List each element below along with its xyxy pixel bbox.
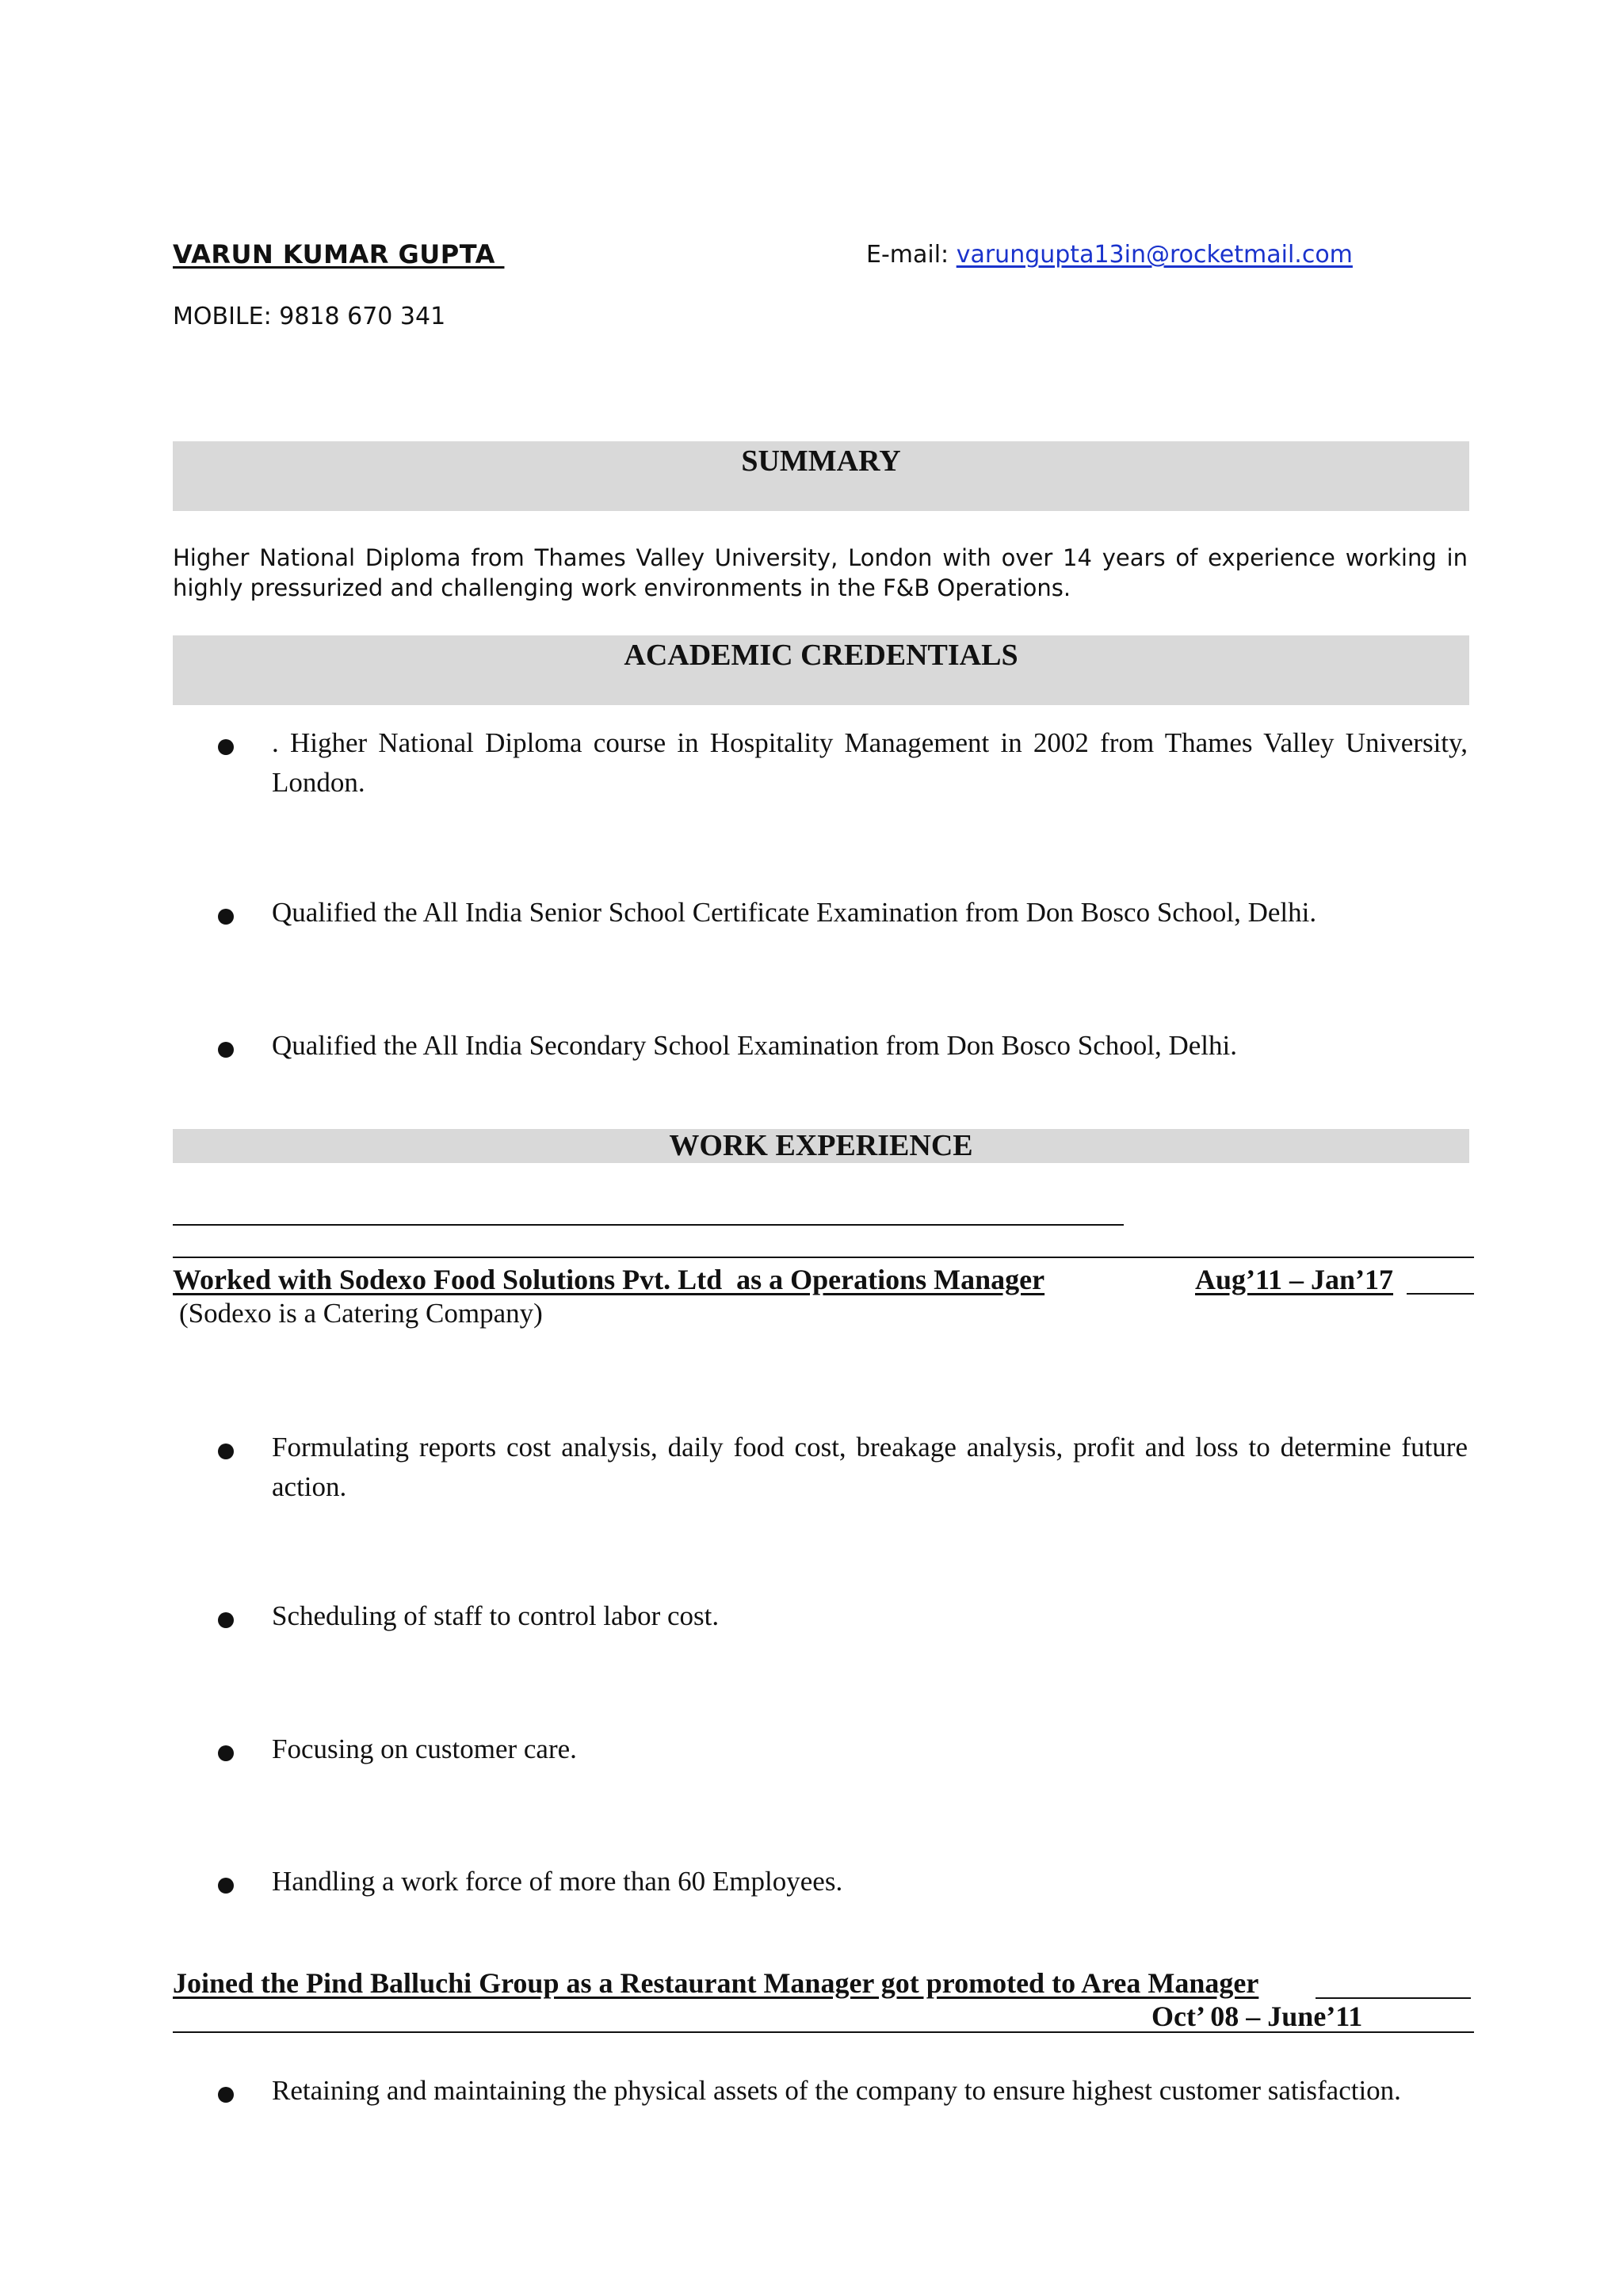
mobile-number: MOBILE: 9818 670 341 bbox=[173, 303, 446, 330]
job-note: (Sodexo is a Catering Company) bbox=[179, 1298, 543, 1329]
bullet-icon bbox=[218, 2087, 234, 2103]
summary-heading: SUMMARY bbox=[741, 444, 901, 478]
divider-rule bbox=[173, 1224, 1124, 1226]
job-item: Retaining and maintaining the physical assets of the company to ensure highest customer satisfaction. bbox=[272, 2075, 1401, 2106]
academic-item: Qualified the All India Senior School Certificate Examination from Don Bosco School, Delhi. bbox=[272, 897, 1317, 928]
academic-item: Qualified the All India Secondary School Examination from Don Bosco School, Delhi. bbox=[272, 1030, 1237, 1061]
job-item: Focusing on customer care. bbox=[272, 1733, 577, 1764]
bullet-icon bbox=[218, 1612, 234, 1628]
email-label: E-mail: bbox=[866, 241, 957, 269]
summary-heading-bar bbox=[173, 441, 1469, 511]
bullet-icon bbox=[218, 909, 234, 925]
job-dates: Aug’11 – Jan’17 bbox=[1195, 1264, 1394, 1295]
job-item: Scheduling of staff to control labor cost. bbox=[272, 1600, 720, 1631]
bullet-icon bbox=[218, 1444, 234, 1459]
email-link[interactable]: varungupta13in@rocketmail.com bbox=[956, 241, 1353, 269]
bullet-icon bbox=[218, 739, 234, 755]
job-item: Handling a work force of more than 60 Employees. bbox=[272, 1866, 843, 1897]
divider-rule bbox=[1316, 1997, 1471, 1999]
academic-heading-bar bbox=[173, 635, 1469, 705]
bullet-icon bbox=[218, 1745, 234, 1761]
summary-text: Higher National Diploma from Thames Valley University, London with over 14 years of experience working in highly pressurized and challenging work environments in the F&B Operations. bbox=[173, 544, 1468, 601]
job-title: Worked with Sodexo Food Solutions Pvt. Ltd as a Operations Manager bbox=[173, 1264, 1045, 1295]
academic-item: . Higher National Diploma course in Hospitality Management in 2002 from Thames Valley University, London. bbox=[272, 727, 1468, 798]
job-dates: Oct’ 08 – June’11 bbox=[1151, 2000, 1363, 2032]
divider-rule bbox=[173, 1257, 1474, 1258]
bullet-icon bbox=[218, 1042, 234, 1058]
job-title: Joined the Pind Balluchi Group as a Restaurant Manager got promoted to Area Manager bbox=[173, 1967, 1259, 1999]
job-item: Formulating reports cost analysis, daily food cost, breakage analysis, profit and loss to determine future action. bbox=[272, 1432, 1468, 1502]
candidate-name: VARUN KUMAR GUPTA bbox=[173, 239, 505, 269]
divider-rule bbox=[1407, 1293, 1474, 1295]
academic-heading: ACADEMIC CREDENTIALS bbox=[624, 639, 1018, 672]
work-heading-bar bbox=[173, 1129, 1469, 1163]
email-line bbox=[866, 241, 1353, 269]
work-heading: WORK EXPERIENCE bbox=[669, 1129, 973, 1162]
bullet-icon bbox=[218, 1878, 234, 1894]
divider-rule bbox=[173, 2031, 1474, 2033]
